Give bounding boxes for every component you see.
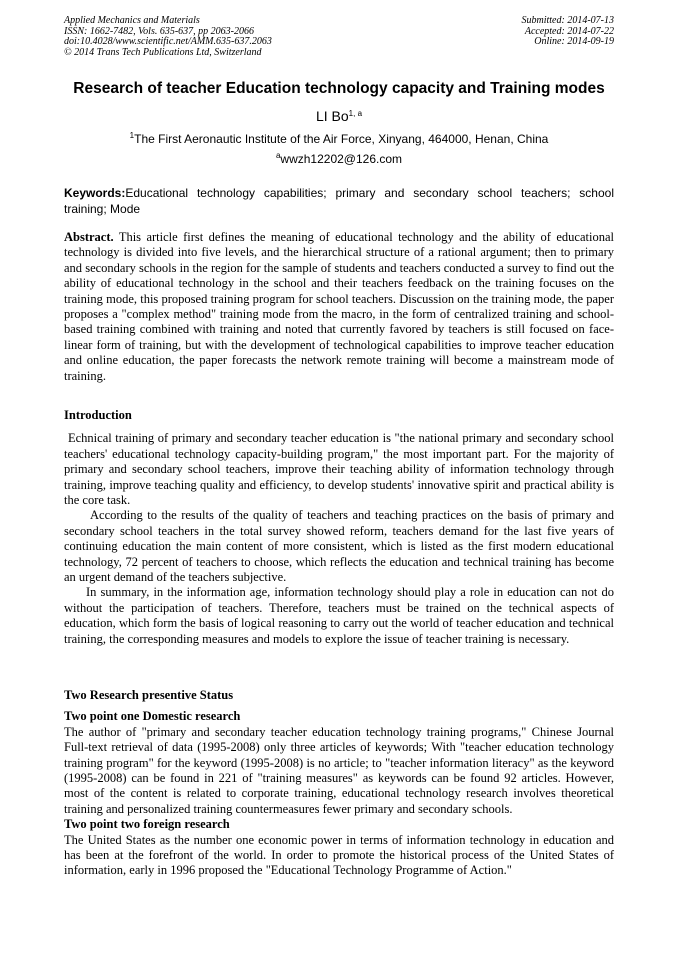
submitted-date: Submitted: 2014-07-13 <box>521 15 614 26</box>
author-name: LI Bo <box>315 108 349 124</box>
abstract-text: This article first defines the meaning of educational technology and the ability of educational technology is divided into five levels, and the hierarchical structure of a rational argument; then to primary and secondary schools in the region for the sample of students and teachers conducted a survey to find out the ability of educational technology in the school and their teachers feedback on the training focuses on the training mode, this proposed training program for school teachers. Discussion on the training mode, the paper proposes a "complex method" training mode from the macro, in the form of centralized training and school-based training combined with training and noted that currently favored by teachers is still focused on face-linear form of training, but with the development of technological capabilities to improve teacher education and online education, the paper forecasts the network remote training will become a mainstream mode of training. <box>64 230 614 383</box>
intro-paragraph: According to the results of the quality of teachers and teaching practices on the basis of primary and secondary school teachers in the total survey showed reform, teachers demand for the last five years of continuing education the main content of more consistent, which is listed as the first modern educational technology, 72 percent of teachers to choose, which reflects the education and technical training has become an urgent demand of the teachers subjective. <box>64 508 614 585</box>
paper-title: Research of teacher Education technology capacity and Training modes <box>73 80 605 97</box>
domestic-research-heading: Two point one Domestic research <box>64 709 241 724</box>
research-status-section <box>64 688 614 879</box>
accepted-date: Accepted: 2014-07-22 <box>524 25 614 37</box>
copyright-line: © 2014 Trans Tech Publications Ltd, Switzerland <box>64 46 262 58</box>
journal-name: Applied Mechanics and Materials <box>64 15 200 26</box>
email <box>40 152 638 167</box>
domestic-research-text: The author of "primary and secondary teacher education technology training programs," Chinese Journal Full-text retrieval of data (1995-2008) only three articles of keywords; With "teacher education technology training program" for the keyword (1995-2008) is no article; to "teacher information literacy" as the keyword (1995-2008) can be found in 221 of "training measures" as keywords can be found 92 articles. However, most of the content is related to corporate training, educational technology research involves theoretical training and personalized training countermeasures fewer primary and secondary schools. <box>64 724 614 816</box>
foreign-research-heading: Two point two foreign research <box>64 817 230 832</box>
affiliation <box>40 132 638 147</box>
author-sup: 1, a <box>348 109 363 118</box>
affiliation-sup: 1 <box>129 131 135 140</box>
doi-line: doi:10.4028/www.scientific.net/AMM.635-637.2063 <box>64 36 272 47</box>
keywords-text: Educational technology capabilities; primary and secondary school teachers; school training; Mode <box>64 186 614 216</box>
introduction-section <box>64 408 614 647</box>
introduction-heading: Introduction <box>64 408 132 422</box>
keywords-label: Keywords: <box>64 186 126 200</box>
intro-paragraph: In summary, in the information age, information technology should play a role in education can not do without the participation of teachers. Therefore, teachers must be trained on the technical aspects of education, which form the basis of logical reasoning to carry out the world of teacher education and technical training, the corresponding measures and models to explore the issue of teacher training is necessary. <box>64 585 614 646</box>
dates-header <box>522 16 615 48</box>
foreign-research-text: The United States as the number one economic power in terms of information technology in education and has been at the forefront of the world. In order to promote the historical process of the United States of information, early in 1996 proposed the "Educational Technology Programme of Action." <box>64 832 614 878</box>
journal-header <box>64 16 272 58</box>
email-text: wwzh12202@126.com <box>280 152 403 166</box>
issn-line: ISSN: 1662-7482, Vols. 635-637, pp 2063-2066 <box>64 25 254 37</box>
section2-heading: Two Research presentive Status <box>64 688 234 702</box>
online-date: Online: 2014-09-19 <box>534 36 614 47</box>
email-sup: a <box>275 151 281 160</box>
abstract <box>64 230 614 384</box>
author <box>40 107 638 125</box>
keywords <box>64 186 614 217</box>
abstract-label: Abstract. <box>64 230 114 244</box>
affiliation-text: The First Aeronautic Institute of the Air Force, Xinyang, 464000, Henan, China <box>134 132 549 146</box>
intro-paragraph: Echnical training of primary and secondary teacher education is "the national primary and secondary school teachers' educational technology capacity-building program," the most important part. For the majority of primary and secondary school teachers, improve their teaching ability of information technology through training, improve teaching quality and efficiency, to develop students' innovative spirit and practical ability is the core task. <box>64 431 614 508</box>
